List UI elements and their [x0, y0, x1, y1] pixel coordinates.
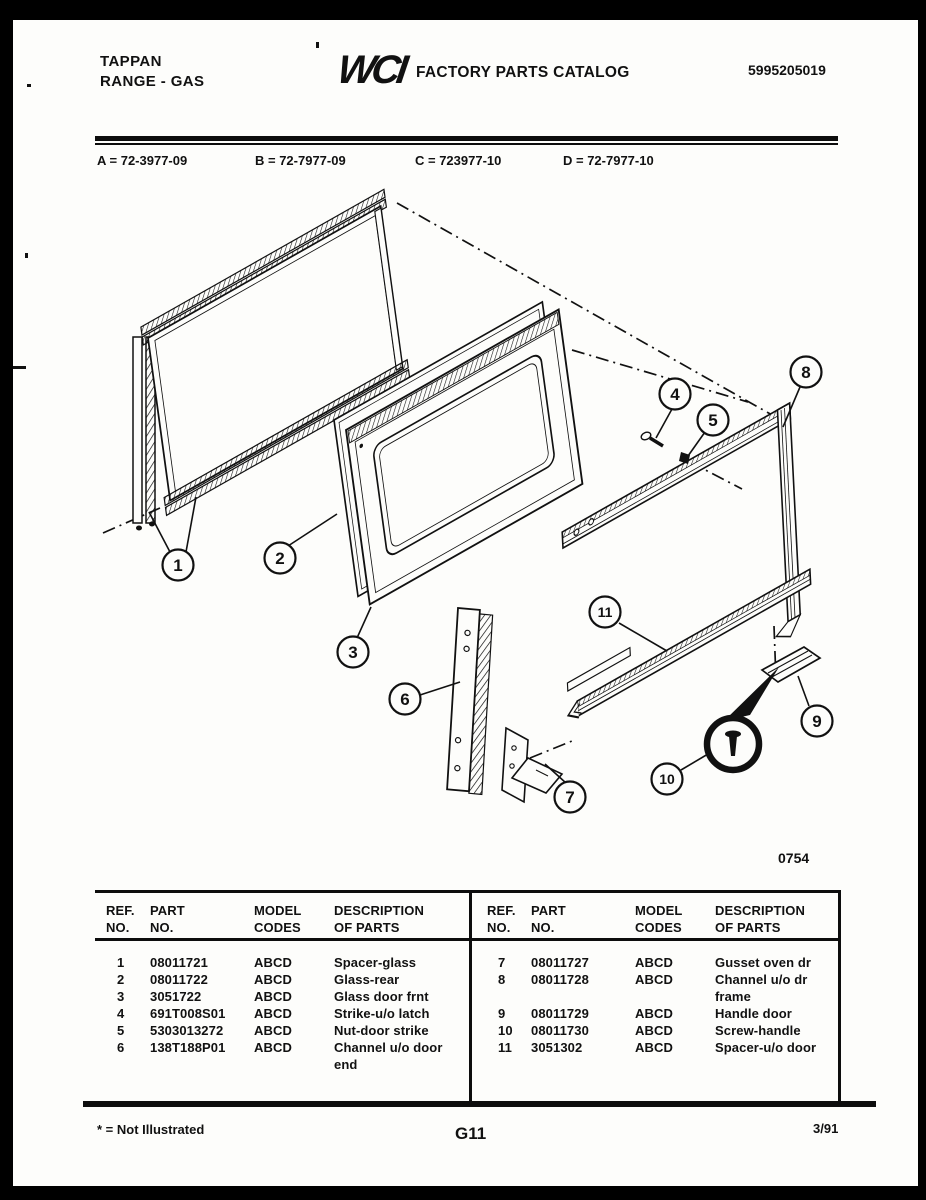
table-cell-ref: 1 — [117, 955, 125, 970]
table-cell-codes: ABCD — [254, 972, 292, 987]
col-header-desc: DESCRIPTION OF PARTS — [715, 903, 805, 935]
table-cell-codes: ABCD — [254, 1023, 292, 1038]
callout-2: 2 — [275, 549, 285, 568]
table-cell-codes: ABCD — [254, 1006, 292, 1021]
model-code-c: C = 723977-10 — [415, 153, 502, 168]
table-cell-codes: ABCD — [635, 1040, 673, 1055]
table-cell-desc: Channel u/o dr frame — [715, 972, 808, 1004]
table-cell-part: 08011721 — [150, 955, 208, 970]
table-cell-desc: Screw-handle — [715, 1023, 801, 1038]
table-cell-ref: 11 — [498, 1040, 512, 1055]
callout-8: 8 — [801, 363, 811, 382]
col-header-part: PART NO. — [150, 903, 185, 935]
figure-code: 0754 — [778, 850, 810, 866]
scan-speck — [25, 253, 28, 258]
table-cell-ref: 2 — [117, 972, 125, 987]
table-cell-part: 691T008S01 — [150, 1006, 226, 1021]
page-code: G11 — [455, 1124, 487, 1143]
catalog-title: FACTORY PARTS CATALOG — [416, 64, 630, 81]
table-cell-desc: Glass-rear — [334, 972, 400, 987]
table-cell-ref: 8 — [498, 972, 506, 987]
table-cell-part: 138T188P01 — [150, 1040, 226, 1055]
table-cell-part: 5303013272 — [150, 1023, 224, 1038]
channel-door-end — [447, 608, 493, 794]
col-header-ref: REF. NO. — [487, 903, 516, 935]
callout-9: 9 — [812, 712, 822, 731]
table-cell-desc: Handle door — [715, 1006, 792, 1021]
callout-7: 7 — [565, 788, 575, 807]
table-cell-codes: ABCD — [635, 1023, 673, 1038]
table-cell-ref: 6 — [117, 1040, 125, 1055]
scan-speck — [27, 84, 31, 87]
table-cell-ref: 10 — [498, 1023, 513, 1038]
gusset-bracket — [502, 728, 562, 802]
table-cell-desc: Spacer-glass — [334, 955, 417, 970]
model-code-b: B = 72-7977-09 — [255, 153, 346, 168]
exploded-door-diagram — [85, 185, 865, 875]
table-cell-ref: 4 — [117, 1006, 125, 1021]
table-cell-desc: Spacer-u/o door — [715, 1040, 817, 1055]
table-cell-ref: 5 — [117, 1023, 125, 1038]
table-cell-part: 3051722 — [150, 989, 202, 1004]
col-header-model: MODEL CODES — [635, 903, 683, 935]
table-cell-codes: ABCD — [635, 955, 673, 970]
date-code: 3/91 — [813, 1121, 839, 1136]
brand-title — [100, 52, 204, 92]
callout-11: 11 — [597, 604, 613, 620]
scan-speck — [316, 42, 319, 48]
table-cell-ref: 3 — [117, 989, 125, 1004]
table-cell-part: 08011727 — [531, 955, 589, 970]
table-cell-codes: ABCD — [254, 1040, 292, 1055]
table-cell-codes: ABCD — [635, 972, 673, 987]
not-illustrated-note: * = Not Illustrated — [97, 1122, 205, 1137]
table-cell-desc: Glass door frnt — [334, 989, 429, 1004]
table-cell-ref: 9 — [498, 1006, 506, 1021]
model-code-a: A = 72-3977-09 — [97, 153, 188, 168]
table-cell-part: 08011729 — [531, 1006, 589, 1021]
table-cell-part: 08011728 — [531, 972, 589, 987]
table-top-border — [95, 890, 841, 893]
nut-door-strike-part — [679, 452, 690, 464]
table-cell-codes: ABCD — [635, 1006, 673, 1021]
wci-logo: WCI — [334, 48, 407, 92]
col-header-desc: DESCRIPTION OF PARTS — [334, 903, 424, 935]
table-cell-codes: ABCD — [254, 989, 292, 1004]
table-cell-part: 08011730 — [531, 1023, 589, 1038]
table-cell-part: 08011722 — [150, 972, 208, 987]
callout-6: 6 — [400, 690, 410, 709]
parts-table-right — [485, 902, 841, 1056]
brand-line-2: RANGE - GAS — [100, 73, 205, 90]
scan-speck — [13, 366, 26, 369]
table-center-divider — [469, 890, 472, 1105]
col-header-part: PART NO. — [531, 903, 566, 935]
callout-3: 3 — [348, 643, 358, 662]
table-cell-codes: ABCD — [254, 955, 292, 970]
parts-table-left — [104, 902, 464, 1073]
table-cell-desc: Channel u/o door end — [334, 1040, 443, 1072]
model-code-d: D = 72-7977-10 — [563, 153, 654, 168]
table-bottom-rule — [83, 1101, 876, 1107]
header-rule-thin — [95, 143, 838, 145]
table-cell-ref: 7 — [498, 955, 506, 970]
table-cell-part: 3051302 — [531, 1040, 583, 1055]
brand-line-1: TAPPAN — [100, 53, 162, 70]
callout-1: 1 — [173, 556, 183, 575]
callout-4: 4 — [670, 385, 680, 404]
col-header-model: MODEL CODES — [254, 903, 302, 935]
col-header-ref: REF. NO. — [106, 903, 135, 935]
callout-5: 5 — [708, 411, 718, 430]
table-cell-desc: Strike-u/o latch — [334, 1006, 430, 1021]
callout-10: 10 — [659, 771, 675, 787]
screw-handle-magnifier — [707, 667, 779, 770]
header-rule-thick — [95, 136, 838, 141]
publication-number: 5995205019 — [748, 62, 826, 78]
table-cell-desc: Nut-door strike — [334, 1023, 429, 1038]
table-cell-desc: Gusset oven dr — [715, 955, 812, 970]
